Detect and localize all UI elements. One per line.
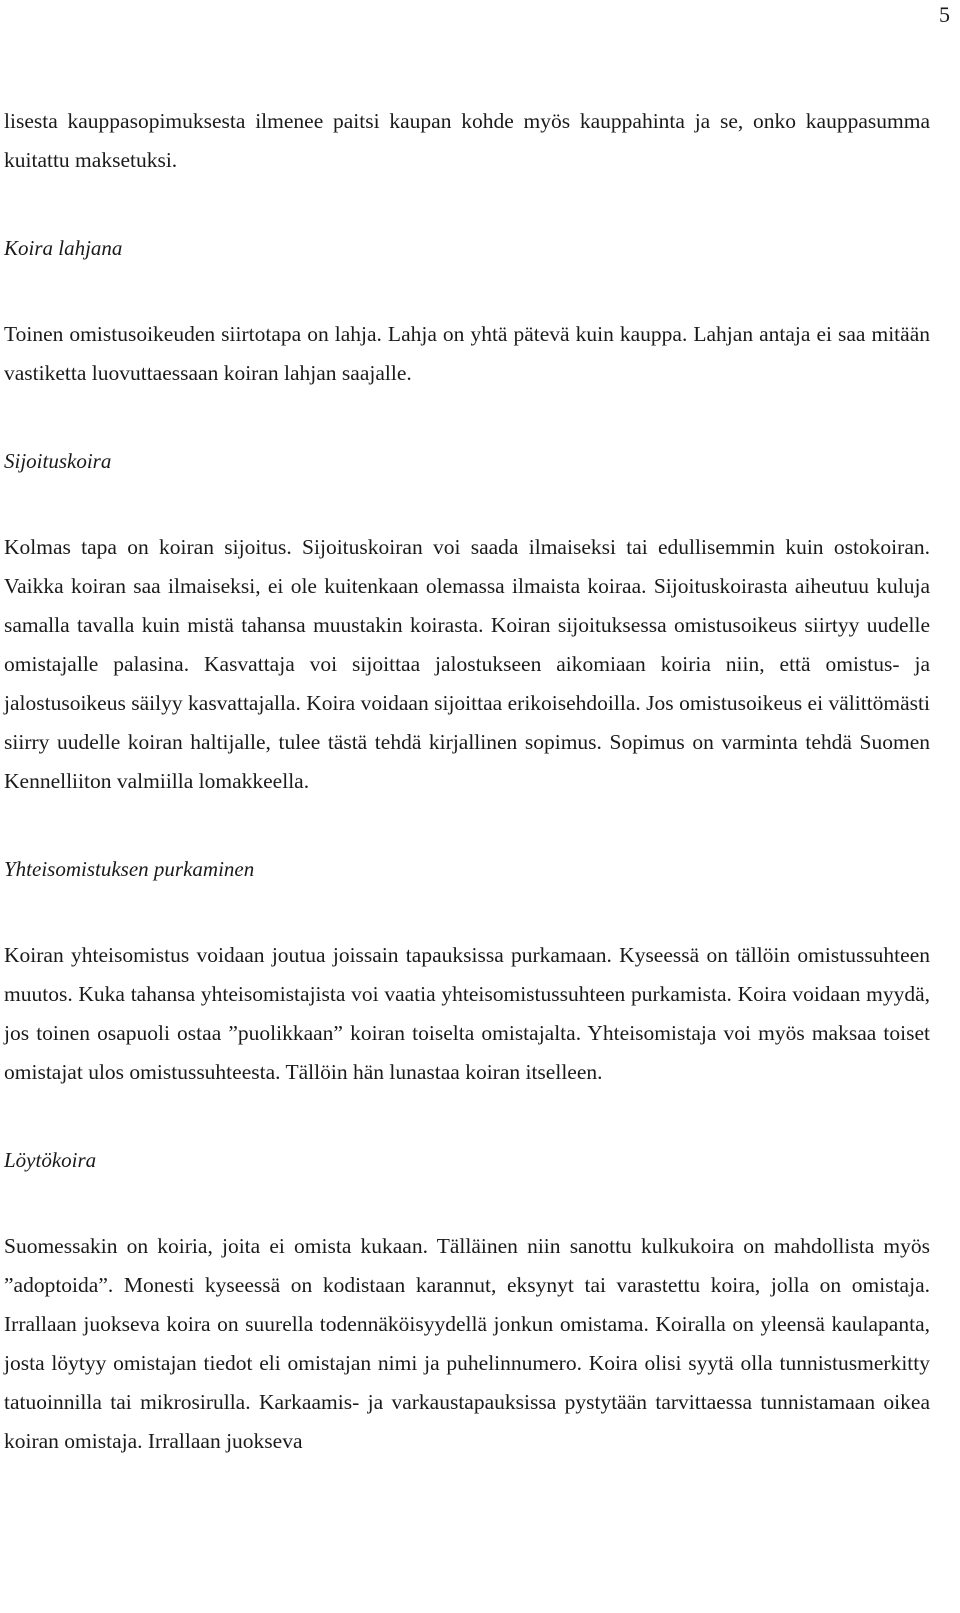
spacer [4,1180,930,1227]
found-paragraph: Suomessakin on koiria, joita ei omista kukaan. Tälläinen niin sanottu kulkukoira on mahdollista myös ”adoptoida”. Monesti kyseessä on kodistaan karannut, eksynyt tai varastettu koira, jolla on omistaja. Irrallaan juokseva koira on suurella todennäköisyydellä jonkun omistama. Koiralla on yleensä kaulapanta, josta löytyy omistajan tiedot eli omistajan nimi ja puhelinnumero. Koira olisi syytä olla tunnistusmerkitty tatuoinnilla tai mikrosirulla. Karkaamis- ja varkaustapauksissa pystytään tarvittaessa tunnistamaan oikea koiran omistaja. Irrallaan juokseva [4,1234,930,1453]
gift-paragraph: Toinen omistusoikeuden siirtotapa on lahja. Lahja on yhtä pätevä kuin kauppa. Lahjan antaja ei saa mitään vastiketta luovuttaessaan koiran lahjan saajalle. [4,322,930,385]
heading-dissolution: Yhteisomistuksen purkaminen [4,857,255,881]
spacer [4,393,930,442]
heading-placement: Sijoituskoira [4,449,112,473]
spacer [4,481,930,528]
spacer [4,801,930,850]
spacer [4,268,930,315]
spacer [4,180,930,229]
page-number: 5 [939,2,950,27]
heading-gift: Koira lahjana [4,236,123,260]
dissolution-paragraph: Koiran yhteisomistus voidaan joutua joissain tapauksissa purkamaan. Kyseessä on tällöin omistussuhteen muutos. Kuka tahansa yhteisomistajista voi vaatia yhteisomistussuhteen purkamista. Koira voidaan myydä, jos toinen osapuoli ostaa ”puolikkaan” koiran toiselta omistajalta. Yhteisomistaja voi myös maksaa toiset omistajat ulos omistussuhteesta. Tällöin hän lunastaa koiran itselleen. [4,943,930,1084]
heading-found: Löytökoira [4,1148,97,1172]
placement-paragraph: Kolmas tapa on koiran sijoitus. Sijoituskoiran voi saada ilmaiseksi tai edullisemmin kuin ostokoiran. Vaikka koiran saa ilmaiseksi, ei ole kuitenkaan olemassa ilmaista koiraa. Sijoituskoirasta aiheutuu kuluja samalla tavalla kuin mistä tahansa muustakin koirasta. Koiran sijoituksessa omistusoikeus siirtyy uudelle omistajalle palasina. Kasvattaja voi sijoittaa jalostukseen aikomiaan koiria niin, että omistus- ja jalostusoikeus säilyy kasvattajalla. Koira voidaan sijoittaa erikoisehdoilla. Jos omistusoikeus ei välittömästi siirry uudelle koiran haltijalle, tulee tästä tehdä kirjallinen sopimus. Sopimus on varminta tehdä Suomen Kennelliiton valmiilla lomakkeella. [4,535,930,793]
document-body [4,102,930,1461]
spacer [4,1092,930,1141]
spacer [4,889,930,936]
intro-paragraph: lisesta kauppasopimuksesta ilmenee paitsi kaupan kohde myös kauppahinta ja se, onko kauppasumma kuitattu maksetuksi. [4,109,930,172]
